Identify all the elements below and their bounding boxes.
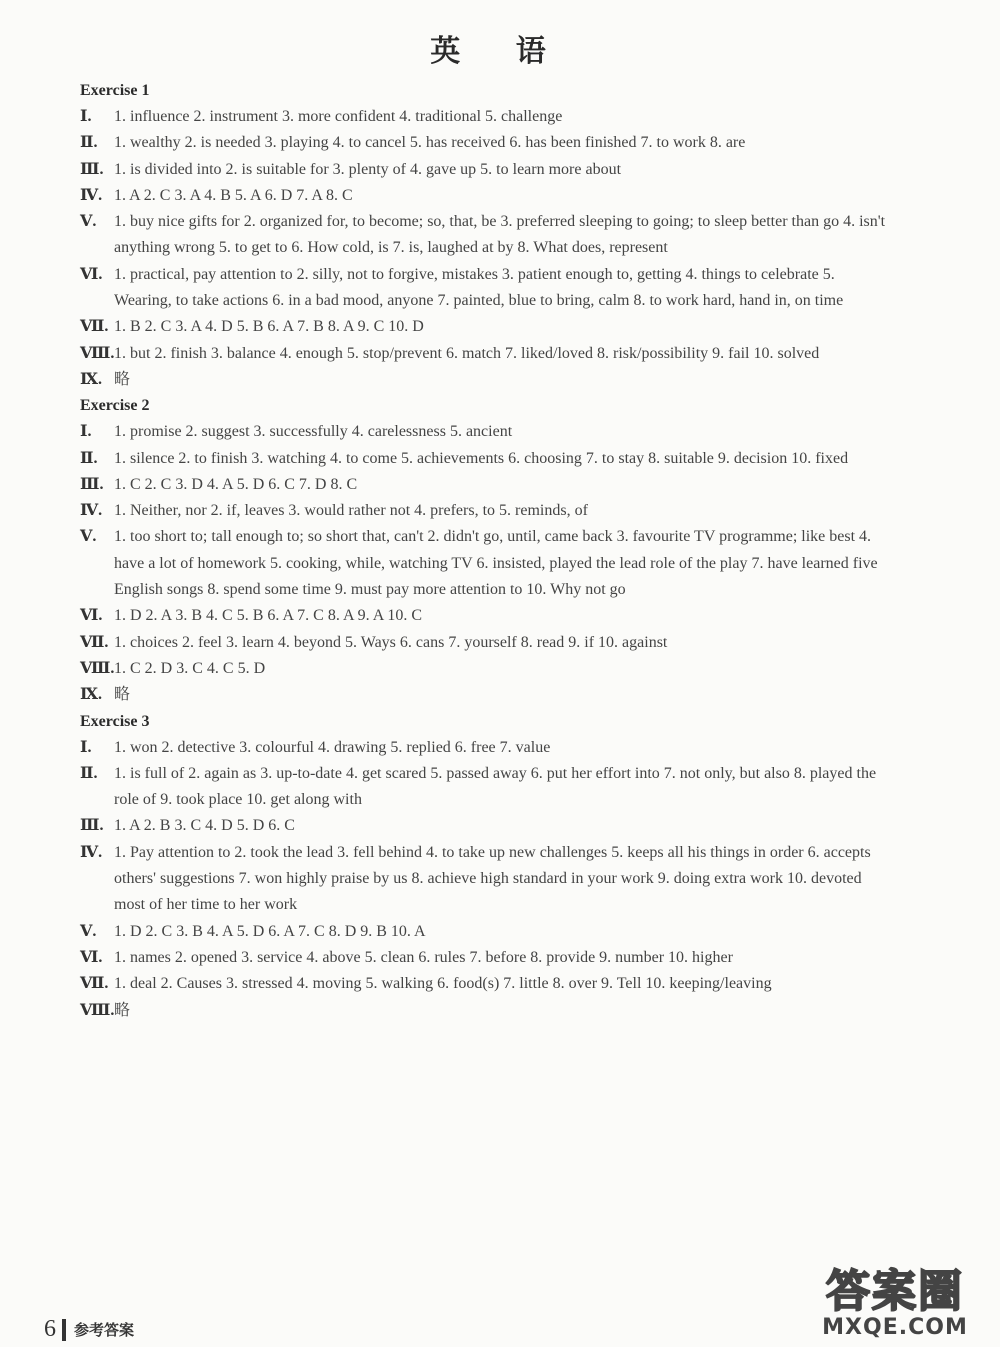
answer-text: 1. C 2. D 3. C 4. C 5. D [114,659,266,677]
answer-item [80,840,890,919]
answer-text: 1. C 2. C 3. D 4. A 5. D 6. C 7. D 8. C [114,475,358,493]
answer-text: 略 [114,370,131,388]
section-number: Ⅳ. [80,843,103,861]
section-number: Ⅲ. [80,817,104,835]
section-number: Ⅰ. [80,423,92,441]
section-number: Ⅵ. [80,265,103,283]
answer-text: 1. A 2. C 3. A 4. B 5. A 6. D 7. A 8. C [114,186,353,204]
page-number: 6 [44,1316,56,1342]
section-number: Ⅰ. [80,738,92,756]
answer-text: 1. buy nice gifts for 2. organized for, to become; so, that, be 3. preferred sleeping to going; to sleep better than go 4. isn't anything wrong 5. to get to 6. How cold, is 7. is, laughed at by 8. What does, represent [114,213,886,257]
watermark-url-text: MXQE.COM [822,1315,968,1340]
answer-text: 1. influence 2. instrument 3. more confident 4. traditional 5. challenge [114,108,563,125]
answer-text: 略 [114,1001,131,1019]
answer-item [80,367,890,393]
answer-item [80,104,890,130]
answer-text: 1. is full of 2. again as 3. up-to-date 4. get scared 5. passed away 6. put her effort into 7. not only, but also 8. played the role of 9. took place 10. get along with [114,764,877,809]
page-title: 英 语 [430,35,570,68]
answer-text: 1. A 2. B 3. C 4. D 5. D 6. C [114,817,295,835]
section-number: Ⅷ. [80,659,115,677]
answer-text: 1. is divided into 2. is suitable for 3. plenty of 4. gave up 5. to learn more about [114,160,622,178]
answer-text: 1. choices 2. feel 3. learn 4. beyond 5. Ways 6. cans 7. yourself 8. read 9. if 10. against [114,633,668,651]
section-number: Ⅰ. [80,108,92,125]
answer-item [80,524,890,603]
section-number: Ⅶ. [80,633,109,651]
answer-text: 1. names 2. opened 3. service 4. above 5. clean 6. rules 7. before 8. provide 9. number 10. higher [114,948,733,966]
answer-item [80,341,890,367]
answer-text: 1. too short to; tall enough to; so short that, can't 2. didn't go, until, came back 3. favourite TV programme; like best 4. have a lot of homework 5. cooking, while, watching TV 6. insisted, played the lead role of the play 7. have learned five English songs 8. spend some time 9. must pay more attention to 10. Why not go [114,528,878,599]
section-number: Ⅴ. [80,528,97,546]
answer-text: 1. silence 2. to finish 3. watching 4. to come 5. achievements 6. choosing 7. to stay 8. suitable 9. decision 10. fixed [114,449,849,467]
footer-divider [62,1319,66,1341]
answer-item [80,262,890,315]
answer-item [80,446,890,472]
answer-text: 1. wealthy 2. is needed 3. playing 4. to cancel 5. has received 6. has been finished 7. to work 8. are [114,134,746,152]
answer-item [80,656,890,682]
answer-item [80,183,890,209]
answer-item [80,157,890,183]
answer-item [80,919,890,945]
section-number: Ⅱ. [80,134,98,152]
answer-item [80,945,890,971]
answer-text: 1. B 2. C 3. A 4. D 5. B 6. A 7. B 8. A 9. C 10. D [114,318,424,336]
answer-item [80,498,890,524]
answer-item [80,813,890,839]
answer-item [80,130,890,156]
exercise-heading: Exercise 3 [80,712,150,730]
answer-item [80,998,890,1024]
answer-item [80,314,890,340]
section-number: Ⅱ. [80,764,98,782]
answer-item [80,735,890,761]
site-watermark-logo [810,1255,980,1340]
answer-item [80,761,890,814]
exercise-heading: Exercise 2 [80,397,150,415]
answer-item [80,472,890,498]
answer-item [80,971,890,997]
watermark-logo-text: 答案圈 [826,1266,964,1317]
section-number: Ⅷ. [80,344,115,362]
answer-text: 略 [114,686,131,704]
answer-item [80,682,890,708]
answer-item [80,630,890,656]
section-number: Ⅶ. [80,318,109,336]
section-number: Ⅳ. [80,186,103,204]
answer-item [80,209,890,262]
section-number: Ⅲ. [80,160,104,178]
answer-text: 1. D 2. C 3. B 4. A 5. D 6. A 7. C 8. D 9. B 10. A [114,922,426,940]
answer-text: 1. deal 2. Causes 3. stressed 4. moving 5. walking 6. food(s) 7. little 8. over 9. Tell 10. keeping/leaving [114,975,772,993]
page-footer [44,1316,134,1343]
answer-text: 1. practical, pay attention to 2. silly, not to forgive, mistakes 3. patient enough to, getting 4. things to celebrate 5. Wearing, to take actions 6. in a bad mood, anyone 7. painted, blue to bring, calm 8. to work hard, hand in, on time [114,265,844,310]
answer-text: 1. won 2. detective 3. colourful 4. drawing 5. replied 6. free 7. value [114,738,551,756]
answer-content [80,78,890,1024]
section-number: Ⅱ. [80,449,98,467]
answer-text: 1. Neither, nor 2. if, leaves 3. would rather not 4. prefers, to 5. reminds, of [114,502,588,520]
answer-item [80,419,890,445]
footer-label: 参考答案 [74,1321,135,1339]
answer-text: 1. Pay attention to 2. took the lead 3. fell behind 4. to take up new challenges 5. keeps all his things in order 6. accepts others' suggestions 7. won highly praise by us 8. achieve high standard in your work 9. doing extra work 10. devoted most of her time to her work [114,843,871,914]
section-number: Ⅶ. [80,975,109,993]
section-number: Ⅴ. [80,213,97,231]
section-number: Ⅸ. [80,370,103,388]
answer-item [80,603,890,629]
section-number: Ⅵ. [80,948,103,966]
section-number: Ⅷ. [80,1001,115,1019]
answer-text: 1. promise 2. suggest 3. successfully 4. carelessness 5. ancient [114,423,513,441]
answer-text: 1. D 2. A 3. B 4. C 5. B 6. A 7. C 8. A 9. A 10. C [114,607,423,625]
answer-text: 1. but 2. finish 3. balance 4. enough 5. stop/prevent 6. match 7. liked/loved 8. risk/possibility 9. fail 10. solved [114,344,820,362]
section-number: Ⅵ. [80,607,103,625]
section-number: Ⅲ. [80,475,104,493]
section-number: Ⅸ. [80,686,103,704]
section-number: Ⅳ. [80,502,103,520]
section-number: Ⅴ. [80,922,97,940]
exercise-heading: Exercise 1 [80,82,150,99]
